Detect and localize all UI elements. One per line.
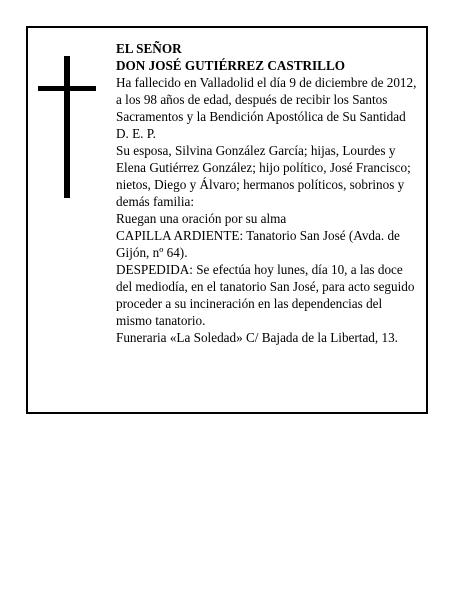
heading-title: EL SEÑOR	[116, 41, 182, 56]
family-members: Su esposa, Silvina González García; hijas, Lourdes y Elena Gutiérrez González; hijo político, José Francisco; nietos, Diego y Álvaro; hermanos políticos, sobrinos y demás familia:	[116, 143, 411, 209]
cross-icon	[38, 56, 96, 198]
farewell-info: DESPEDIDA: Se efectúa hoy lunes, día 10, a las doce del mediodía, en el tanatorio San José, para acto seguido proceder a su incineración en las dependencias del mismo tanatorio.	[116, 262, 415, 328]
notice-text	[116, 40, 421, 346]
chapel-info: CAPILLA ARDIENTE: Tanatorio San José (Avda. de Gijón, nº 64).	[116, 228, 400, 260]
cross-vertical-bar	[64, 56, 70, 198]
prayer-request: Ruegan una oración por su alma	[116, 211, 287, 226]
funeral-home: Funeraria «La Soledad» C/ Bajada de la Libertad, 13.	[116, 330, 398, 345]
death-announcement: Ha fallecido en Valladolid el día 9 de diciembre de 2012, a los 98 años de edad, después de recibir los Santos Sacramentos y la Bendición Apostólica de Su Santidad	[116, 75, 417, 124]
deceased-name: DON JOSÉ GUTIÉRREZ CASTRILLO	[116, 58, 346, 73]
cross-horizontal-bar	[38, 86, 96, 91]
rest-in-peace: D. E. P.	[116, 126, 156, 141]
obituary-notice	[26, 26, 428, 414]
